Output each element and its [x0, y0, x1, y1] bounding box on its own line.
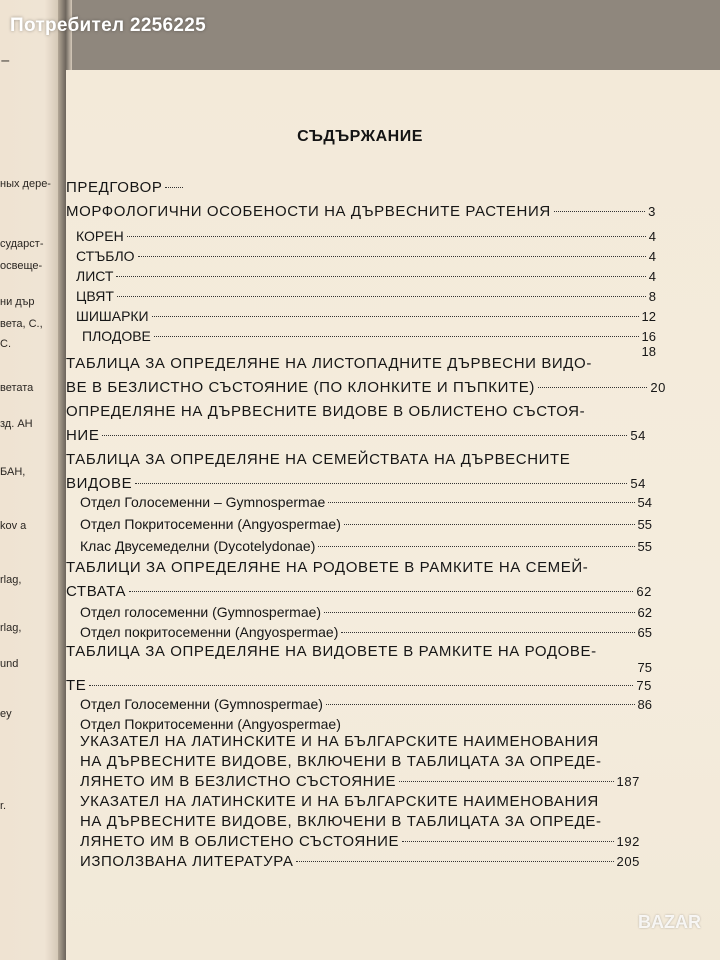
toc-entry-text: ТАБЛИЦА ЗА ОПРЕДЕЛЯНЕ НА СЕМЕЙСТВАТА НА ДЪРВЕСНИТЕ	[66, 451, 571, 468]
toc-entry	[80, 514, 652, 534]
toc-page-number: 4	[648, 269, 656, 284]
toc-entry-text: Отдел голосеменни (Gymnospermae)	[80, 604, 322, 620]
dot-leader	[402, 841, 613, 842]
toc-entry-text: СТЪБЛО	[76, 248, 135, 264]
dot-leader	[152, 316, 639, 317]
left-fragment: ey	[0, 708, 12, 720]
toc-entry-text: Отдел покритосеменни (Angyospermae)	[80, 624, 339, 640]
toc-entry-text: ТАБЛИЦИ ЗА ОПРЕДЕЛЯНЕ НА РОДОВЕТЕ В РАМКИТЕ НА СЕМЕЙ-	[66, 559, 589, 576]
toc-entry-text: ИЗПОЛЗВАНА ЛИТЕРАТУРА	[80, 853, 294, 870]
toc-entry-text: ПЛОДОВЕ	[82, 328, 151, 344]
toc-entry-text: СТВАТА	[66, 583, 127, 600]
toc-entry	[76, 306, 656, 326]
left-fragment: освеще-	[0, 260, 43, 272]
toc-entry	[76, 286, 656, 306]
toc-entry-text: ЦВЯТ	[76, 288, 114, 304]
toc-page-number: 205	[616, 854, 640, 869]
toc-page-number: 55	[637, 539, 652, 554]
left-fragment: rlag,	[0, 574, 22, 586]
toc-entry-text: Отдел Покритосеменни (Angyospermae)	[80, 516, 341, 532]
dot-leader	[324, 612, 634, 613]
toc-entry	[80, 772, 640, 792]
toc-entry-text: ЛЯНЕТО ИМ В ОБЛИСТЕНО СЪСТОЯНИЕ	[80, 833, 400, 850]
toc-entry	[66, 402, 646, 422]
toc-page-number: 62	[636, 584, 652, 599]
toc-entry-text: Отдел Голосеменни (Gymnospermae)	[80, 696, 323, 712]
toc-entry	[66, 676, 652, 696]
toc-entry	[66, 558, 640, 578]
toc-entry	[80, 812, 640, 832]
dot-leader	[165, 187, 183, 188]
toc-page-number: 18	[641, 344, 656, 359]
toc-entry-text: КОРЕН	[76, 228, 124, 244]
toc-page-number: 62	[637, 605, 652, 620]
toc-entry-text: ВИДОВЕ	[66, 475, 133, 492]
toc-entry	[66, 178, 186, 198]
dot-leader	[554, 211, 645, 212]
toc-entry	[66, 642, 656, 662]
toc-entry-text: ТЕ	[66, 677, 87, 694]
left-fragment: С.	[0, 338, 11, 350]
dot-leader	[135, 483, 627, 484]
toc-entry	[66, 426, 646, 446]
dot-leader	[341, 632, 634, 633]
toc-entry	[76, 246, 656, 266]
toc-page-number: 54	[630, 428, 646, 443]
toc-entry	[80, 752, 640, 772]
toc-page-number: 8	[648, 289, 656, 304]
dot-leader	[399, 781, 613, 782]
left-fragment: ветата	[0, 382, 34, 394]
dot-leader	[129, 591, 633, 592]
toc-page-number: 187	[616, 774, 640, 789]
left-fragment: r.	[0, 800, 7, 812]
toc-entry-text: УКАЗАТЕЛ НА ЛАТИНСКИТЕ И НА БЪЛГАРСКИТЕ НАИМЕНОВАНИЯ	[80, 793, 599, 810]
toc-entry	[66, 474, 646, 494]
toc-page-number: 16	[641, 329, 656, 344]
toc-entry-text: ОПРЕДЕЛЯНЕ НА ДЪРВЕСНИТЕ ВИДОВЕ В ОБЛИСТЕНО СЪСТОЯ-	[66, 403, 586, 420]
toc-entry-text: ЛЯНЕТО ИМ В БЕЗЛИСТНО СЪСТОЯНИЕ	[80, 773, 397, 790]
toc-entry-text: Отдел Покритосеменни (Angyospermae)	[80, 716, 341, 732]
toc-page-number: 55	[637, 517, 652, 532]
left-fragment: зд. АН	[0, 418, 33, 430]
toc-page-number: 65	[637, 625, 652, 640]
toc-page-number: 86	[637, 697, 652, 712]
dot-leader	[117, 296, 646, 297]
dot-leader	[102, 435, 627, 436]
user-watermark: Потребител 2256225	[10, 15, 207, 36]
toc-entry	[80, 536, 652, 556]
dot-leader	[538, 387, 647, 388]
dot-leader	[344, 524, 635, 525]
toc-entry	[80, 694, 652, 714]
dot-leader	[326, 704, 635, 705]
toc-page-number: 54	[630, 476, 646, 491]
left-fragment: сударст-	[0, 238, 44, 250]
left-fragment: ных дере-	[0, 178, 51, 190]
dot-leader	[116, 276, 645, 277]
toc-page-number: 54	[637, 495, 652, 510]
toc-entry	[80, 792, 640, 812]
toc-entry	[80, 832, 640, 852]
dot-leader	[89, 685, 633, 686]
toc-entry-text: НИЕ	[66, 427, 100, 444]
dot-leader	[318, 546, 634, 547]
toc-page-number: 12	[641, 309, 656, 324]
toc-entry	[76, 226, 656, 246]
toc-entry	[80, 732, 640, 752]
toc-entry-text: Клас Двусемеделни (Dycotelydonae)	[80, 538, 316, 554]
toc-entry	[80, 714, 652, 734]
dot-leader	[154, 336, 639, 337]
toc-entry-text: УКАЗАТЕЛ НА ЛАТИНСКИТЕ И НА БЪЛГАРСКИТЕ НАИМЕНОВАНИЯ	[80, 733, 599, 750]
toc-entry-text: ТАБЛИЦА ЗА ОПРЕДЕЛЯНЕ НА ВИДОВЕТЕ В РАМКИТЕ НА РОДОВЕ-	[66, 643, 597, 660]
dot-leader	[328, 502, 634, 503]
toc-entry-text: ВЕ В БЕЗЛИСТНО СЪСТОЯНИЕ (ПО КЛОНКИТЕ И ПЪПКИТЕ)	[66, 379, 535, 396]
toc-page-number: 3	[648, 204, 656, 219]
toc-page-number: 4	[648, 249, 656, 264]
toc-entry	[80, 622, 652, 642]
left-fragment: und	[0, 658, 19, 670]
dot-leader	[127, 236, 646, 237]
left-fragment: вета, С.,	[0, 318, 43, 330]
toc-entry	[66, 354, 636, 374]
toc-entry-text: Отдел Голосеменни – Gymnospermae	[80, 494, 326, 510]
toc-entry-text: ЛИСТ	[76, 268, 114, 284]
toc-entry	[618, 658, 652, 678]
left-fragment: ⁻	[0, 54, 11, 76]
page-title: СЪДЪРЖАНИЕ	[297, 128, 423, 145]
toc-entry-text: ТАБЛИЦА ЗА ОПРЕДЕЛЯНЕ НА ЛИСТОПАДНИТЕ ДЪРВЕСНИ ВИДО-	[66, 355, 592, 372]
toc-entry	[66, 582, 652, 602]
toc-entry-text: ПРЕДГОВОР	[66, 179, 163, 196]
toc-page-number: 192	[616, 834, 640, 849]
toc-entry	[82, 326, 656, 346]
left-fragment: БАН,	[0, 466, 26, 478]
dot-leader	[138, 256, 646, 257]
toc-entry	[80, 492, 652, 512]
dot-leader	[296, 861, 613, 862]
toc-page-number: 4	[648, 229, 656, 244]
toc-page-number: 75	[637, 660, 652, 675]
toc-entry	[80, 852, 640, 872]
toc-page-number: 20	[650, 380, 666, 395]
toc-entry	[66, 202, 656, 222]
toc-entry-text: МОРФОЛОГИЧНИ ОСОБЕНОСТИ НА ДЪРВЕСНИТЕ РАСТЕНИЯ	[66, 203, 551, 220]
toc-entry-text: ШИШАРКИ	[76, 308, 149, 324]
toc-entry-text: НА ДЪРВЕСНИТЕ ВИДОВЕ, ВКЛЮЧЕНИ В ТАБЛИЦАТА ЗА ОПРЕДЕ-	[80, 813, 602, 830]
bazar-logo: BAZAR	[638, 912, 701, 932]
toc-entry	[76, 266, 656, 286]
toc-entry	[66, 450, 646, 470]
toc-entry-text: НА ДЪРВЕСНИТЕ ВИДОВЕ, ВКЛЮЧЕНИ В ТАБЛИЦАТА ЗА ОПРЕДЕ-	[80, 753, 602, 770]
left-fragment: kov a	[0, 520, 27, 532]
toc-entry	[80, 602, 652, 622]
toc-page-number: 75	[636, 678, 652, 693]
left-fragment: rlag,	[0, 622, 22, 634]
toc-entry	[66, 378, 666, 398]
left-fragment: ни дър	[0, 296, 35, 308]
